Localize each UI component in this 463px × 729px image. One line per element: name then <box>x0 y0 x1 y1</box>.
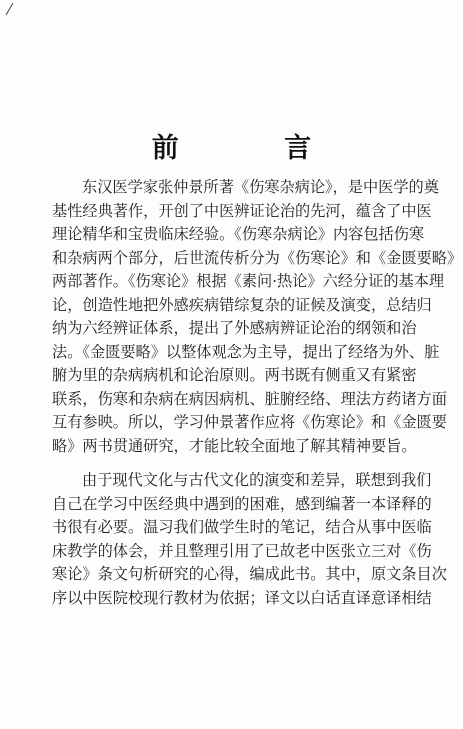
text-line: 纳为六经辨证体系，提出了外感病辨证论治的纲领和治 <box>52 319 417 337</box>
text-line: 床教学的体会，并且整理引用了已故老中医张立三对《伤 <box>52 541 432 560</box>
paragraph-2 <box>52 469 447 610</box>
paragraph-1 <box>52 176 463 458</box>
text-line: 东汉医学家张仲景所著《伤寒杂病论》，是中医学的奠 <box>82 178 439 196</box>
text-line: 理论精华和宝贵临床经验。《伤寒杂病论》内容包括伤寒 <box>52 225 425 243</box>
text-line: 书很有必要。温习我们做学生时的笔记，结合从事中医临 <box>52 518 432 536</box>
paragraph-gap <box>52 458 414 469</box>
text-line: 和杂病两个部分，后世流传析分为《伤寒论》和《金匮要略》 <box>52 248 463 267</box>
text-line: 自己在学习中医经典中遇到的困难，感到编著一本译释的 <box>52 494 432 513</box>
text-line: 论，创造性地把外感疾病错综复杂的证候及演变，总结归 <box>52 295 432 314</box>
text-line: 基性经典著作，开创了中医辨证论治的先河，蕴含了中医 <box>52 201 432 220</box>
preface-body <box>52 176 463 610</box>
text-line: 序以中医院校现行教材为依据；译文以白话直译意译相结 <box>52 588 432 607</box>
page-title: 前 言 <box>151 133 360 164</box>
text-line: 法。《金匮要略》以整体观念为主导，提出了经络为外、脏 <box>52 342 440 361</box>
text-line: 寒论》条文句析研究的心得，编成此书。其中，原文条目次 <box>52 565 447 583</box>
text-line: 互有参映。所以，学习仲景著作应将《伤寒论》和《金匮要 <box>52 413 447 431</box>
text-line: 略》两书贯通研究，才能比较全面地了解其精神要旨。 <box>52 436 417 455</box>
text-line: 联系，伤寒和杂病在病因病机、脏腑经络、理法方药诸方面 <box>52 389 447 408</box>
text-line: 腑为里的杂病病机和论治原则。两书既有侧重又有紧密 <box>52 366 417 384</box>
scan-corner-mark <box>4 2 16 16</box>
text-line: 由于现代文化与古代文化的演变和差异，联想到我们 <box>82 471 432 489</box>
text-line: 两部著作。《伤寒论》根据《素问·热论》六经分证的基本理 <box>52 272 445 290</box>
